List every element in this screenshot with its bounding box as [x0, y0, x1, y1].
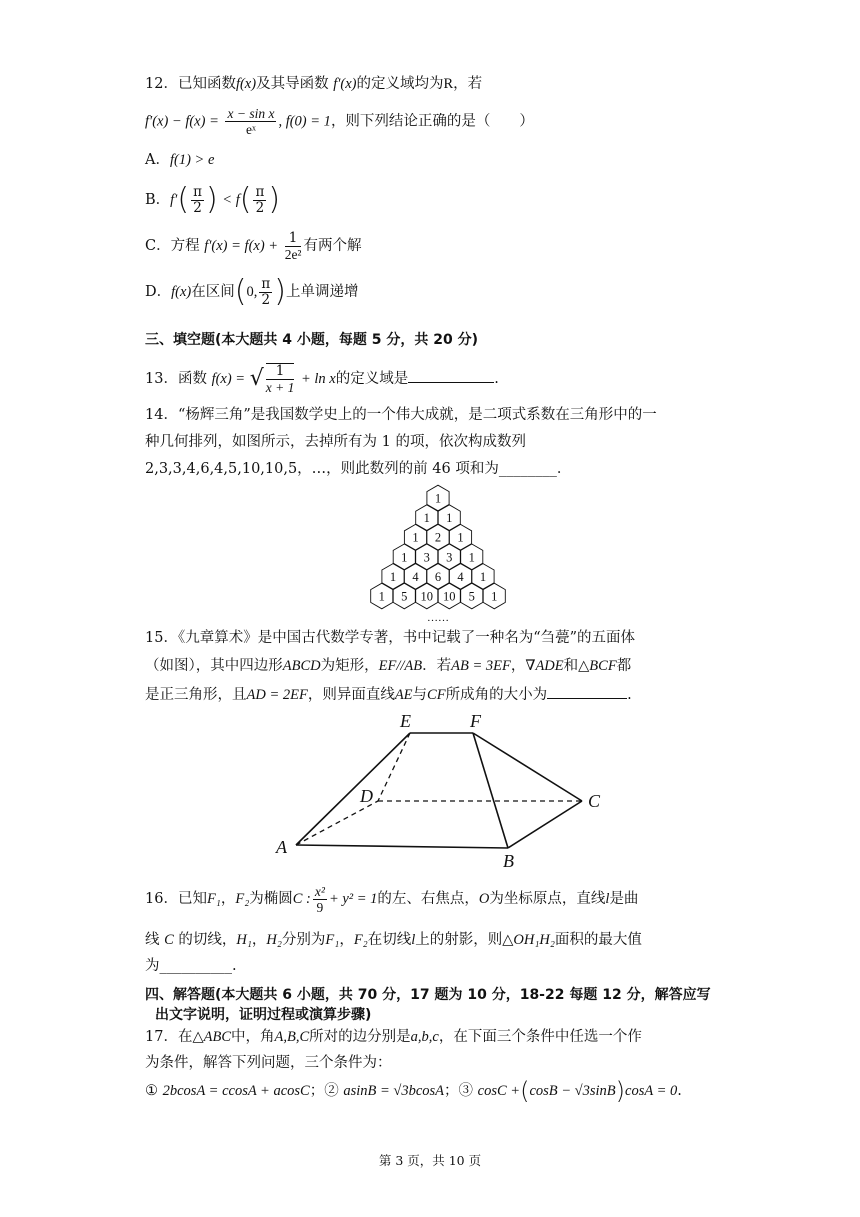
q14-line2: 种几何排列，如图所示，去掉所有为 1 的项，依次构成数列 [145, 434, 526, 450]
label-d: D [360, 786, 373, 806]
q12-line1: 12．已知函数f(x)及其导函数 f′(x)的定义域均为R，若 [145, 76, 483, 92]
hex-value: 4 [457, 569, 464, 584]
edge-ea [296, 733, 410, 845]
q17-line1: 17．在△ABC中，角A,B,C所对的边分别是a,b,c，在下面三个条件中任选一个作 [145, 1029, 642, 1045]
q14-line1: 14．“杨辉三角”是我国数学史上的一个伟大成就，是二项式系数在三角形中的一 [145, 407, 657, 423]
q12-option-b: B．f′( $\frac{\pi}{2}$ ) < f( $\frac{\pi}{2}$ ) [145, 182, 281, 217]
hidden-edge-ed [378, 733, 410, 801]
q16-answer-blank[interactable]: __________ [159, 958, 232, 974]
q17-conditions: ① 2bcosA = ccosA + acosC；② asinB = √3bcosA；③ cosC +(cosB − √3sinB)cosA = 0. [145, 1077, 682, 1105]
edge-fb [473, 733, 508, 848]
q17-line2: 为条件，解答下列问题，三个条件为： [145, 1055, 392, 1071]
section-4-heading-line2: 出文字说明，证明过程或演算步骤) [155, 1007, 372, 1023]
hex-value: 1 [412, 530, 419, 545]
hex-value: 2 [434, 530, 442, 545]
hidden-edge-ad [296, 801, 378, 845]
yanghui-triangle-figure [360, 484, 510, 624]
hex-value: 1 [479, 569, 487, 584]
label-b: B [503, 851, 514, 871]
q15-answer-blank[interactable] [547, 684, 627, 699]
label-a: A [276, 837, 287, 857]
hex-value: 1 [389, 569, 397, 584]
pentahedron-figure [270, 705, 610, 875]
hex-value: 1 [446, 511, 453, 526]
q12-option-c: C．方程 f′(x) = f(x) + $\frac{1}{\text{2e²}}$ 有两个解 [145, 229, 362, 262]
q15-line3: 是正三角形，且AD = 2EF，则异面直线AE与CF所成角的大小为 . [145, 684, 632, 705]
hex-value: 3 [423, 550, 430, 565]
q14-line3: 2,3,3,4,6,4,5,10,10,5，…，则此数列的前 46 项和为________． [145, 461, 572, 477]
q12-line2: f′(x) − f(x) = $\frac{\text{x − sin x}}{\text{eˣ}}$ , f(0) = 1，则下列结论正确的是（ ） [145, 106, 534, 137]
hex-value: 1 [423, 511, 430, 526]
hex-value: 1 [491, 589, 498, 604]
hex-value: 1 [401, 550, 408, 565]
edge-fc [473, 733, 582, 801]
section-4-heading-line1: 四、解答题(本大题共 6 小题，共 70 分，17 题为 10 分，18-22 每题 12 分，解答应写 [145, 987, 711, 1003]
q12-option-d: D．f(x)在区间(0, $\frac{\pi}{2}$ )上单调递增 [145, 274, 359, 309]
hex-value: 5 [401, 589, 408, 604]
hex-value: 5 [468, 589, 475, 604]
q13-answer-blank[interactable] [408, 368, 494, 383]
page-footer: 第 3 页，共 10 页 [378, 1153, 482, 1168]
hex-value: 3 [446, 550, 453, 565]
edge-bc [508, 801, 582, 848]
hex-value: 10 [420, 589, 433, 604]
q15-line1: 15．《九章算术》是中国古代数学专著，书中记载了一种名为“刍甍”的五面体 [145, 630, 636, 646]
q12-fraction: $\frac{\text{x − sin x}}{\text{eˣ}}$ [227, 106, 275, 137]
section-3-heading: 三、填空题(本大题共 4 小题，每题 5 分，共 20 分) [145, 332, 479, 348]
edge-ab [296, 845, 508, 848]
hex-value: 1 [457, 530, 464, 545]
q16-line1: 16．已知F₁，F₂为椭圆C : $\frac{\text{x²}}{9}$ + y² = 1的左、右焦点，O为坐标原点，直线l是曲 [145, 883, 639, 915]
hex-value: 1 [378, 589, 385, 604]
hex-value: 4 [412, 569, 419, 584]
triangle-continuation-dots: …… [427, 612, 449, 624]
q12-option-a: A．f(1) > e [145, 152, 215, 168]
q16-line2: 线 C 的切线，H₁，H₂分别为F₁，F₂在切线l上的射影，则△OH₁H₂面积的最大值 [145, 932, 642, 948]
hex-value: 1 [434, 491, 442, 506]
q13-line: 13．函数 f(x) = √ $\frac{1}{x + 1}$ + ln x的定义域是 . [145, 363, 499, 395]
q15-line2: （如图），其中四边形ABCD为矩形，EF//AB．若AB = 3EF，∇ADE和△BCF都 [145, 658, 632, 674]
hex-value: 10 [443, 589, 456, 604]
label-f: F [470, 711, 481, 731]
hex-value: 6 [434, 569, 442, 584]
hex-value: 1 [468, 550, 475, 565]
label-e: E [400, 711, 411, 731]
label-c: C [588, 791, 601, 811]
q16-line3: 为__________. [145, 958, 237, 974]
